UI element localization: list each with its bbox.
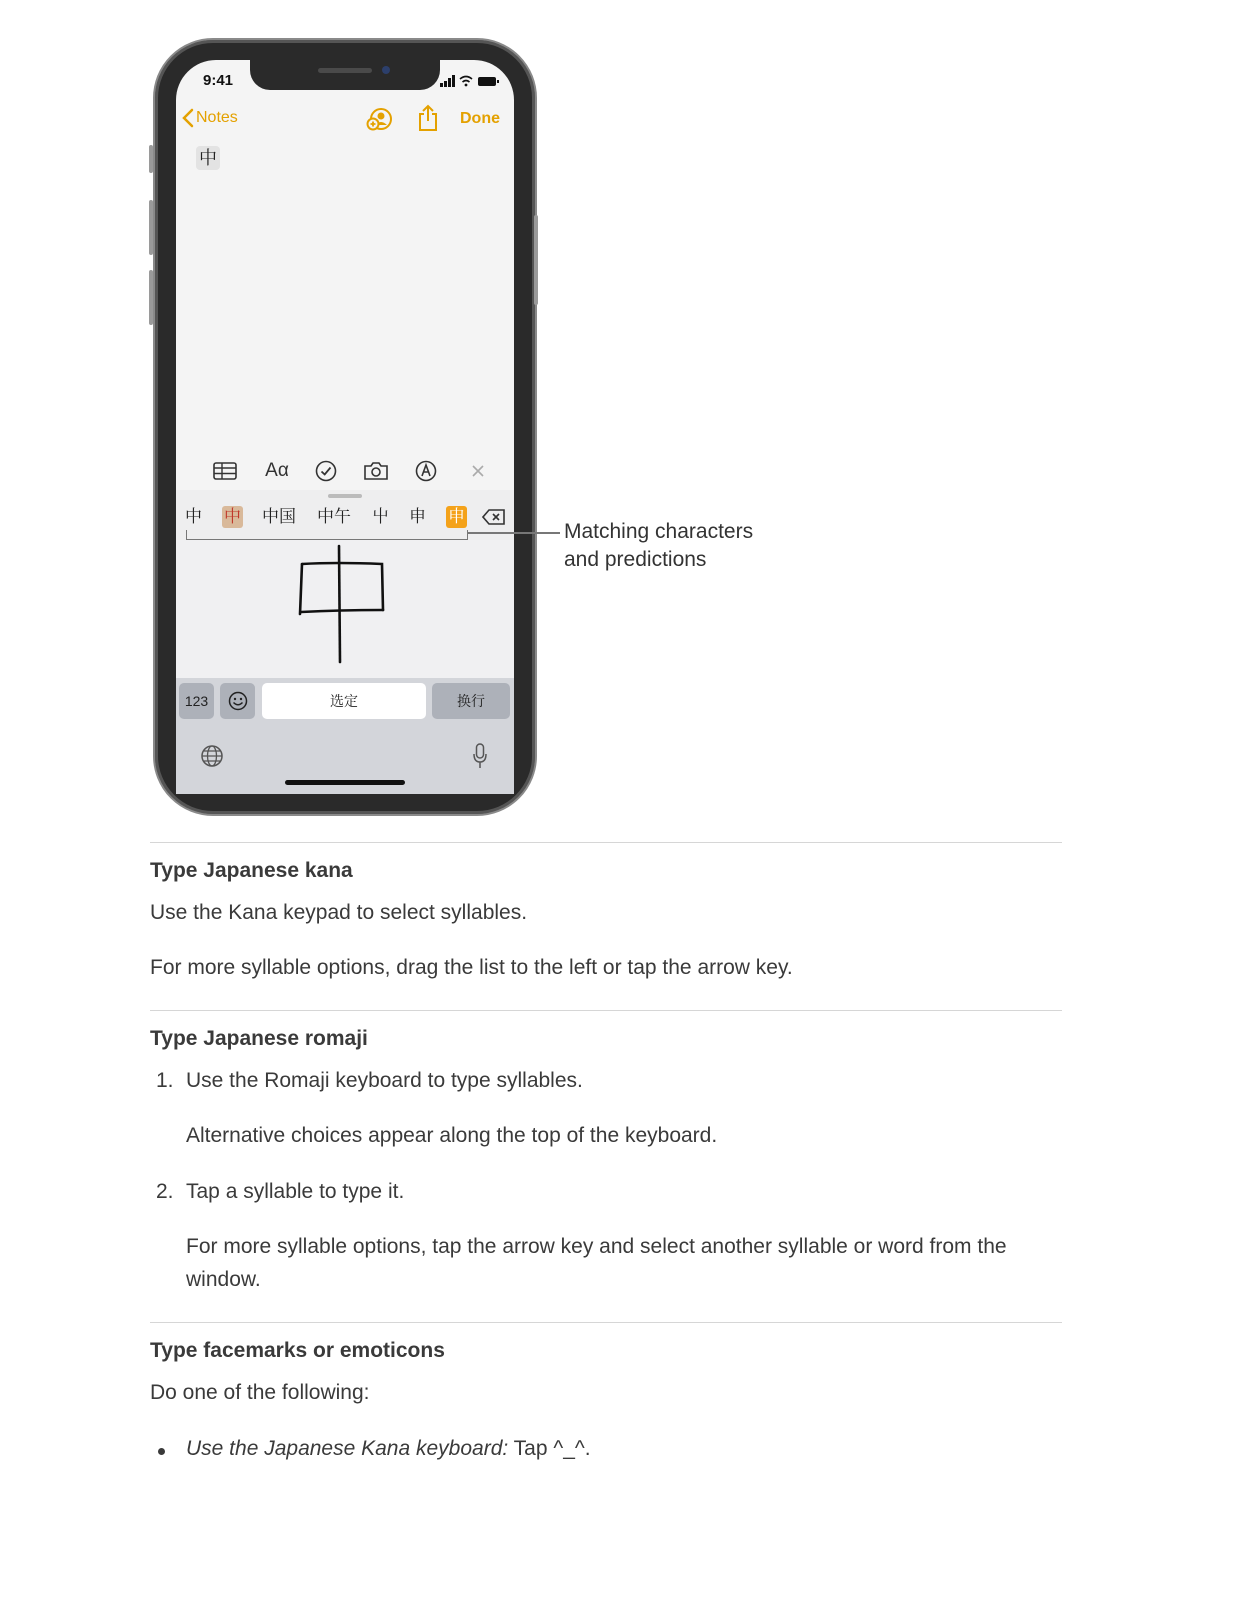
checklist-button[interactable] <box>314 455 338 487</box>
facemarks-bullet <box>186 1432 1062 1465</box>
facemarks-intro: Do one of the following: <box>150 1381 370 1404</box>
markup-button[interactable] <box>414 455 438 487</box>
close-icon <box>471 464 485 478</box>
kana-paragraph-2: For more syllable options, drag the list to the left or tap the arrow key. <box>150 956 793 979</box>
candidate-5[interactable]: 屮 <box>372 507 389 526</box>
handwritten-character <box>296 544 388 666</box>
candidate-2[interactable]: 中 <box>224 507 241 526</box>
step-number-2: 2. <box>156 1180 174 1203</box>
divider <box>150 1010 1062 1011</box>
callout-label <box>564 518 753 574</box>
return-key[interactable]: 换行 <box>432 683 510 719</box>
keyboard-grabber[interactable] <box>328 494 362 498</box>
divider <box>150 1322 1062 1323</box>
callout-line <box>468 532 560 534</box>
numbers-key[interactable]: 123 <box>179 683 214 719</box>
romaji-step-2-note: For more syllable options, tap the arrow key and select another syllable or word from the window. <box>186 1235 1007 1291</box>
notes-back-label: Notes <box>196 109 238 126</box>
step-number-1: 1. <box>156 1069 174 1092</box>
status-time: 9:41 <box>203 72 234 89</box>
callout-line-2: and predictions <box>564 548 707 571</box>
notes-back-button[interactable] <box>182 108 238 128</box>
mute-switch <box>149 145 153 173</box>
romaji-step-1: Use the Romaji keyboard to type syllables. <box>186 1069 583 1092</box>
front-camera <box>382 66 390 74</box>
notch <box>250 60 440 90</box>
side-button <box>534 215 538 305</box>
home-indicator <box>285 780 405 785</box>
facemarks-bullet-text: Tap ^_^. <box>508 1437 591 1460</box>
candidate-bracket <box>186 530 468 540</box>
romaji-step-1-note: Alternative choices appear along the top of the keyboard. <box>186 1124 718 1147</box>
section-title-facemarks: Type facemarks or emoticons <box>150 1339 445 1362</box>
note-text[interactable]: 中 <box>196 146 220 170</box>
section-title-romaji: Type Japanese romaji <box>150 1027 368 1050</box>
collaborate-icon[interactable] <box>366 106 394 132</box>
emoji-key[interactable] <box>220 683 255 719</box>
table-button[interactable] <box>212 455 238 487</box>
speaker <box>318 68 372 73</box>
markup-icon <box>415 460 437 482</box>
share-icon[interactable] <box>417 104 439 132</box>
candidate-3[interactable]: 中国 <box>262 507 296 526</box>
table-icon <box>213 462 237 480</box>
select-key[interactable]: 选定 <box>262 683 426 719</box>
back-chevron-icon <box>182 108 194 128</box>
section-title-kana: Type Japanese kana <box>150 859 353 882</box>
volume-up-button <box>149 200 153 255</box>
facemarks-bullet-lead: Use the Japanese Kana keyboard: <box>186 1437 509 1460</box>
done-button[interactable]: Done <box>460 110 500 127</box>
camera-icon <box>363 461 389 481</box>
candidate-4[interactable]: 中午 <box>317 507 351 526</box>
camera-button[interactable] <box>362 455 390 487</box>
romaji-step-2: Tap a syllable to type it. <box>186 1180 405 1203</box>
candidate-1[interactable]: 中 <box>185 507 202 526</box>
microphone-icon[interactable] <box>472 742 488 770</box>
divider <box>150 842 1062 843</box>
candidate-7[interactable]: 申 <box>448 507 465 526</box>
emoji-icon <box>228 691 248 711</box>
bullet-dot <box>158 1448 165 1455</box>
globe-icon[interactable] <box>200 744 224 768</box>
delete-key-icon[interactable] <box>482 508 506 526</box>
status-icons <box>440 74 500 88</box>
format-bar <box>176 455 514 489</box>
checklist-icon <box>315 460 337 482</box>
close-format-button[interactable] <box>468 455 488 487</box>
callout-line-1: Matching characters <box>564 520 754 543</box>
format-text-icon[interactable]: Aα <box>265 460 289 481</box>
candidate-6[interactable]: 申 <box>409 507 426 526</box>
volume-down-button <box>149 270 153 325</box>
kana-paragraph-1: Use the Kana keypad to select syllables. <box>150 901 528 924</box>
